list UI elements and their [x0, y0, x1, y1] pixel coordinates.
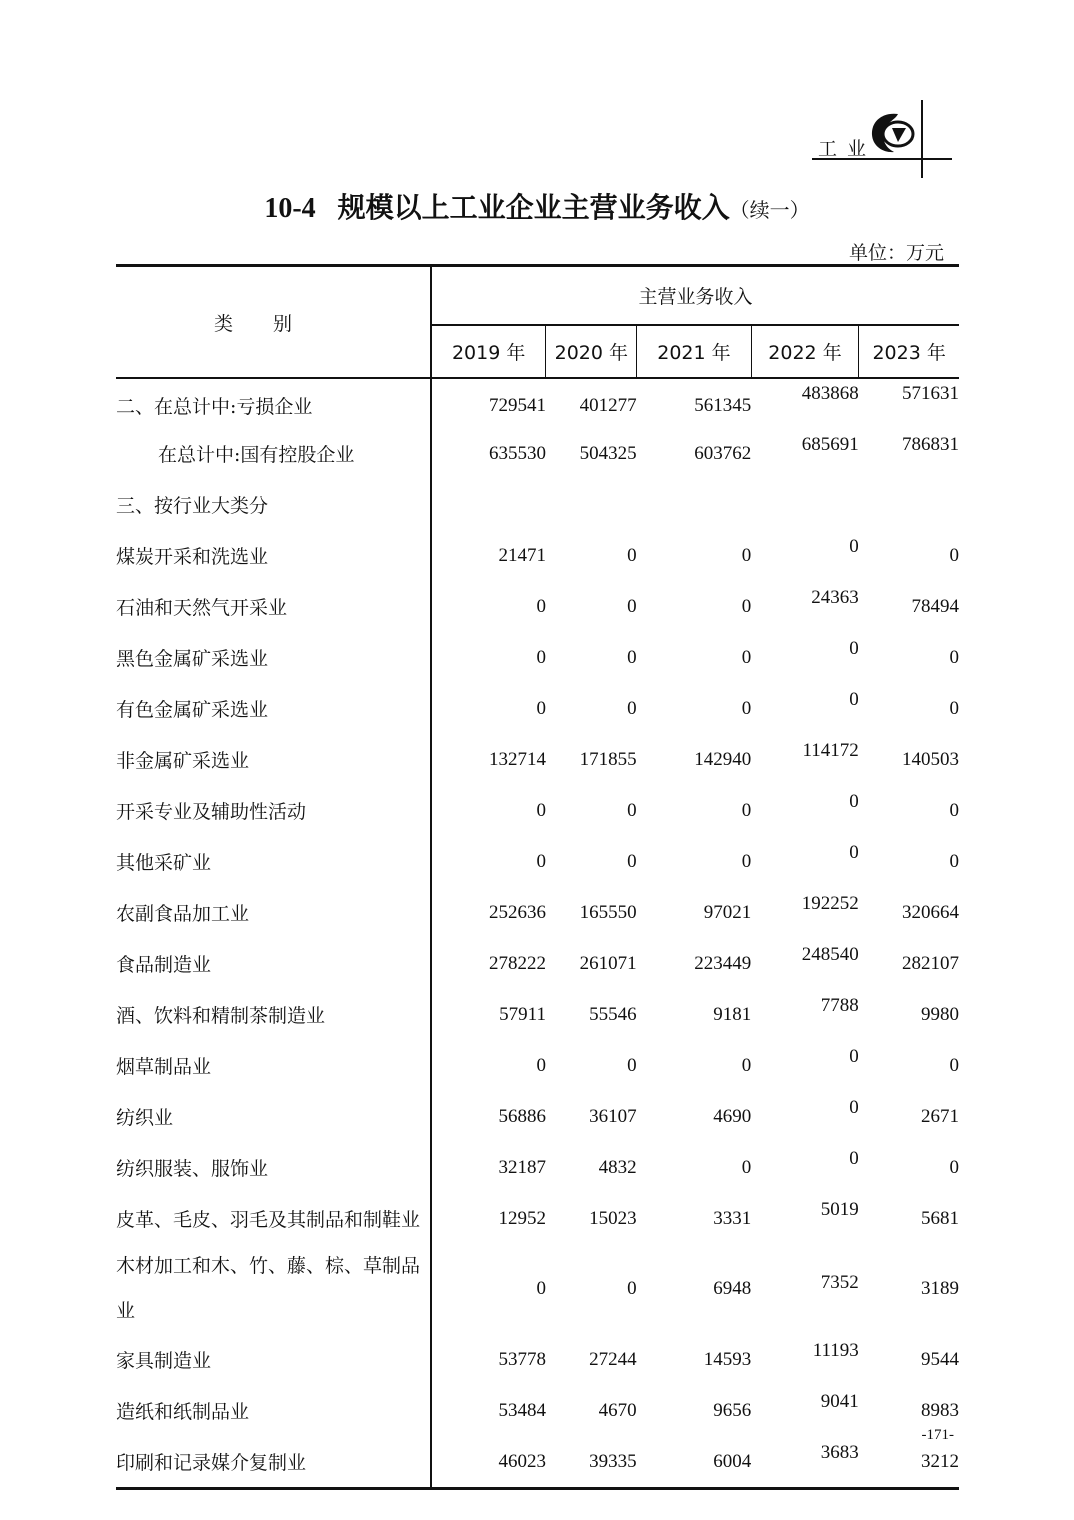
cell-value: 0	[627, 850, 637, 872]
row-label: 石油和天然气开采业	[116, 581, 431, 632]
cell-value: 27244	[589, 1348, 637, 1370]
cell-value: 32187	[498, 1156, 546, 1178]
section-rule-vertical	[921, 100, 923, 178]
table-title: 规模以上工业企业主营业务收入	[337, 191, 730, 224]
table-row	[116, 836, 959, 887]
cell-value: 0	[741, 544, 752, 566]
cell-value: 24363	[811, 587, 859, 608]
cell-value: 0	[849, 1097, 859, 1118]
row-label: 二、在总计中:亏损企业	[116, 378, 431, 428]
cell-value: 7352	[820, 1272, 859, 1293]
cell-value: 0	[627, 1278, 637, 1299]
cell-value: 786831	[902, 434, 959, 455]
table-row	[116, 989, 959, 1040]
table-row	[116, 632, 959, 683]
row-label: 在总计中:国有控股企业	[116, 428, 431, 479]
table-row	[116, 887, 959, 938]
cell-value: 0	[949, 697, 959, 719]
row-label: 其他采矿业	[116, 836, 431, 887]
cell-value: 0	[949, 1156, 959, 1178]
row-label: 造纸和纸制品业	[116, 1385, 431, 1436]
cell-value: 21471	[498, 544, 546, 566]
table-number: 10-4	[264, 193, 316, 224]
cell-value: 0	[536, 595, 546, 617]
revenue-table	[116, 264, 959, 1490]
cell-value: 9041	[820, 1391, 859, 1412]
cell-value: 3189	[921, 1278, 959, 1299]
cell-value: 0	[849, 1148, 859, 1169]
cell-value: 0	[949, 646, 959, 668]
cell-value: 685691	[801, 434, 859, 455]
cell-value: 53484	[498, 1399, 546, 1421]
table-row	[116, 683, 959, 734]
cell-value: 36107	[589, 1105, 637, 1127]
cell-value: 0	[627, 697, 637, 719]
cell-value: 57911	[499, 1003, 546, 1025]
year-header: 2022 年	[751, 325, 859, 378]
row-label: 烟草制品业	[116, 1040, 431, 1091]
cell-value: 12952	[498, 1207, 546, 1229]
row-label: 纺织业	[116, 1091, 431, 1142]
cell-value: 114172	[802, 740, 859, 761]
cell-value: 0	[536, 1054, 546, 1076]
page-title	[0, 186, 1074, 226]
cell-value: 4670	[598, 1399, 637, 1421]
row-label: 酒、饮料和精制茶制造业	[116, 989, 431, 1040]
cell-value: 78494	[911, 595, 959, 617]
cell-value: 278222	[488, 952, 546, 974]
cell-value: 0	[849, 638, 859, 659]
table-row	[116, 1334, 959, 1385]
table-row	[116, 428, 959, 479]
group-header: 主营业务收入	[431, 266, 959, 326]
table-row	[116, 479, 959, 530]
cell-value: 0	[849, 536, 859, 557]
cell-value: 53778	[498, 1348, 546, 1370]
cell-value: 171855	[579, 748, 637, 770]
cell-value: 0	[741, 595, 752, 617]
cell-value: 0	[741, 1054, 752, 1076]
cell-value	[859, 479, 959, 530]
cell-value: 0	[849, 1046, 859, 1067]
cell-value: 132714	[488, 748, 546, 770]
cell-value: 4690	[713, 1105, 752, 1127]
cell-value: 6948	[713, 1278, 752, 1299]
cell-value: 0	[627, 544, 637, 566]
cell-value: 0	[949, 799, 959, 821]
cell-value: 4832	[598, 1156, 637, 1178]
table-row	[116, 1244, 959, 1334]
table-row	[116, 1091, 959, 1142]
cell-value: 165550	[579, 901, 637, 923]
row-label: 开采专业及辅助性活动	[116, 785, 431, 836]
cell-value: 0	[849, 791, 859, 812]
cell-value: 0	[849, 689, 859, 710]
cell-value	[546, 479, 637, 530]
cell-value: 7788	[820, 995, 859, 1016]
row-label: 煤炭开采和洗选业	[116, 530, 431, 581]
cell-value: 0	[741, 799, 752, 821]
row-label: 非金属矿采选业	[116, 734, 431, 785]
row-label: 农副食品加工业	[116, 887, 431, 938]
cell-value: 223449	[694, 952, 752, 974]
cell-value: 0	[627, 1054, 637, 1076]
cell-value: 15023	[589, 1207, 637, 1229]
cell-value: 401277	[579, 394, 637, 416]
cell-value: 192252	[801, 893, 859, 914]
table-row	[116, 734, 959, 785]
cell-value: 483868	[801, 383, 859, 404]
cell-value: 0	[536, 1278, 546, 1299]
row-label: 黑色金属矿采选业	[116, 632, 431, 683]
cell-value: 0	[949, 544, 959, 566]
cell-value: 3331	[713, 1207, 752, 1229]
table-row	[116, 785, 959, 836]
cell-value: 0	[741, 1156, 752, 1178]
row-label: 家具制造业	[116, 1334, 431, 1385]
cell-value: 635530	[488, 442, 546, 464]
cell-value: 5019	[820, 1199, 859, 1220]
cell-value: 0	[627, 646, 637, 668]
cell-value: 9181	[713, 1003, 752, 1025]
cell-value: 0	[949, 850, 959, 872]
unit-label: 单位：万元	[848, 242, 944, 264]
cell-value: 504325	[579, 442, 637, 464]
cell-value: 0	[536, 850, 546, 872]
year-header: 2019 年	[431, 325, 546, 378]
cell-value: 9980	[921, 1003, 959, 1025]
cell-value: 729541	[488, 394, 546, 416]
cell-value: 571631	[902, 383, 959, 404]
cell-value: 6004	[637, 1436, 752, 1489]
cell-value: 0	[949, 1054, 959, 1076]
cell-value: 3683	[751, 1436, 859, 1489]
row-label: 食品制造业	[116, 938, 431, 989]
cell-value: 140503	[902, 748, 959, 770]
cell-value: 0	[536, 646, 546, 668]
table-row	[116, 530, 959, 581]
cell-value	[751, 479, 859, 530]
cell-value: 9544	[921, 1348, 959, 1370]
year-header: 2023 年	[859, 325, 959, 378]
cell-value: 5681	[921, 1207, 959, 1229]
table-row	[116, 1142, 959, 1193]
industry-logo-icon	[868, 110, 918, 156]
cell-value: 0	[536, 799, 546, 821]
cell-value: 56886	[498, 1105, 546, 1127]
cell-value: 8983	[921, 1399, 959, 1421]
cell-value: 9656	[713, 1399, 752, 1421]
year-header: 2020 年	[546, 325, 637, 378]
cell-value: 14593	[703, 1348, 752, 1370]
table-row	[116, 1193, 959, 1244]
table-row	[116, 938, 959, 989]
cell-value: 0	[741, 646, 752, 668]
table-row	[116, 581, 959, 632]
cell-value: 282107	[902, 952, 959, 974]
page-number: -171-	[921, 1427, 954, 1443]
cell-value: 39335	[546, 1436, 637, 1489]
cell-value	[637, 479, 752, 530]
cell-value: 261071	[579, 952, 637, 974]
cell-value: 603762	[694, 442, 752, 464]
cell-value: 561345	[694, 394, 752, 416]
continued-note: （续一）	[729, 198, 810, 222]
table-row	[116, 1040, 959, 1091]
cell-value: 55546	[589, 1003, 637, 1025]
cell-value: 97021	[703, 901, 752, 923]
cell-value: 0	[627, 595, 637, 617]
cell-value: 0	[741, 850, 752, 872]
cell-value: 0	[536, 697, 546, 719]
cell-value: 320664	[902, 901, 959, 923]
cell-value: 248540	[801, 944, 859, 965]
table-row	[116, 378, 959, 428]
table-row	[116, 1436, 959, 1489]
cell-value: 252636	[488, 901, 546, 923]
cell-value: 0	[741, 697, 752, 719]
year-header: 2021 年	[637, 325, 752, 378]
row-label: 皮革、毛皮、羽毛及其制品和制鞋业	[116, 1193, 431, 1244]
cell-value: 11193	[812, 1340, 859, 1361]
cell-value	[431, 479, 546, 530]
section-label: 工业	[818, 138, 877, 160]
cell-value: 3212	[859, 1436, 959, 1489]
cell-value: 0	[627, 799, 637, 821]
row-label: 印刷和记录媒介复制业	[116, 1436, 431, 1489]
cell-value: 0	[849, 842, 859, 863]
row-label: 纺织服装、服饰业	[116, 1142, 431, 1193]
category-header: 类别	[116, 266, 431, 379]
row-label: 木材加工和木、竹、藤、棕、草制品业	[116, 1244, 431, 1334]
cell-value: 46023	[431, 1436, 546, 1489]
table-row	[116, 1385, 959, 1436]
row-label: 有色金属矿采选业	[116, 683, 431, 734]
cell-value: 142940	[694, 748, 752, 770]
row-label: 三、按行业大类分	[116, 479, 431, 530]
cell-value: 2671	[921, 1105, 959, 1127]
